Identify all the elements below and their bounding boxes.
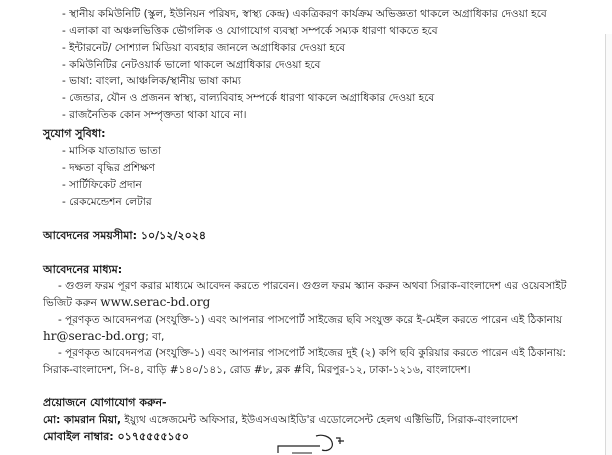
benefit-item: - সার্টিফিকেট প্রদান	[62, 179, 142, 191]
organization-logo-icon	[272, 432, 352, 455]
requirement-item: - জেন্ডার, যৌন ও প্রজনন স্বাস্থ্য, বাল্যবিবাহ সম্পর্কে ধারণা থাকলে অগ্রাধিকার দেওয়া হবে	[62, 92, 435, 104]
contact-person-line	[43, 413, 518, 427]
courier-address: সিরাক-বাংলাদেশ, সি-৪, বাড়ি #১৪০/১৪১, রোড #৮, ব্লক #বি, মিরপুর-১২, ঢাকা-১২১৬, বাংলাদেশ।	[43, 364, 471, 376]
contact-heading: প্রয়োজনে যোগাযোগ করুন-	[43, 396, 167, 409]
page-edge-shadow	[605, 34, 612, 455]
requirement-item: - ভাষা: বাংলা, আঞ্চলিক/স্থানীয় ভাষা কাম্য	[62, 75, 241, 87]
courier-instruction: - পূরণকৃত আবেদনপত্র (সংযুক্তি-১) এবং আপনার পাসপোর্ট সাইজের দুই (২) কপি ছবি কুরিয়ার করতে পারেন এই ঠিকানায়:	[58, 347, 566, 359]
website-link[interactable]: www.serac-bd.org	[100, 295, 211, 309]
requirement-item: - ইন্টারনেট/ সোশ্যাল মিডিয়া ব্যবহার জানলে অগ্রাধিকার দেওয়া হবে	[62, 42, 346, 54]
email-link[interactable]: hr@serac-bd.org	[43, 329, 146, 343]
requirement-item: - কমিউনিটির নেটওয়ার্ক ভালো থাকলে অগ্রাধিকার দেওয়া হবে	[62, 59, 321, 71]
benefit-item: - মাসিক যাতায়াত ভাতা	[62, 145, 161, 157]
email-line	[43, 329, 164, 344]
benefit-item: - রেকমেন্ডেশন লেটার	[62, 196, 152, 208]
contact-phone: মোবাইল নাম্বার: ০১৭৫৫৫৫১৫০	[43, 430, 189, 443]
requirement-item: - রাজনৈতিক কোন সম্পৃক্ততা থাকা যাবে না।	[62, 109, 247, 121]
benefits-heading: সুযোগ সুবিধা:	[43, 127, 106, 140]
requirement-item: - স্থানীয় কমিউনিটি (স্কুল, ইউনিয়ন পরিষদ, স্বাস্থ্য কেন্দ্র) একত্রিকরণ কার্যক্রম অভিজ্ঞতা থাকলে অগ্রাধিকার দেওয়া হবে	[62, 8, 547, 20]
requirement-item: - এলাকা বা অঞ্চলভিত্তিক ভৌগলিক ও যোগাযোগ ব্যবস্থা সম্পর্কে সম্যক ধারণা থাকতে হবে	[62, 25, 438, 37]
benefit-item: - দক্ষতা বৃদ্ধির প্রশিক্ষণ	[62, 162, 155, 174]
contact-role: ইয়্যুথ এঙ্গেজমেন্ট অফিসার, ইউএসএআইডি'র এডোলেসেন্ট হেলথ এক্টিভিটি, সিরাক-বাংলাদেশ	[121, 414, 518, 426]
email-instruction: - পূরণকৃত আবেদনপত্র (সংযুক্তি-১) এবং আপনার পাসপোর্ট সাইজের ছবি সংযুক্ত করে ই-মেইল করতে পারেন এই ঠিকানায়	[58, 314, 563, 326]
google-form-instruction: - গুগুল ফরম পূরণ করার মাধ্যমে আবেদন করতে পারবেন। গুগুল ফরম স্ক্যান করুন অথবা সিরাক-বাংলাদেশ এর ওয়েবসাইট	[58, 280, 567, 292]
website-line	[43, 295, 210, 310]
application-method-heading: আবেদনের মাধ্যম:	[43, 263, 123, 276]
contact-name: মো: কামরান মিয়া,	[43, 414, 122, 426]
application-deadline: আবেদনের সময়সীমা: ১০/১২/২০২৪	[43, 229, 207, 242]
website-prefix: ভিজিট করুন	[43, 297, 101, 309]
email-suffix: ; বা,	[145, 331, 165, 343]
